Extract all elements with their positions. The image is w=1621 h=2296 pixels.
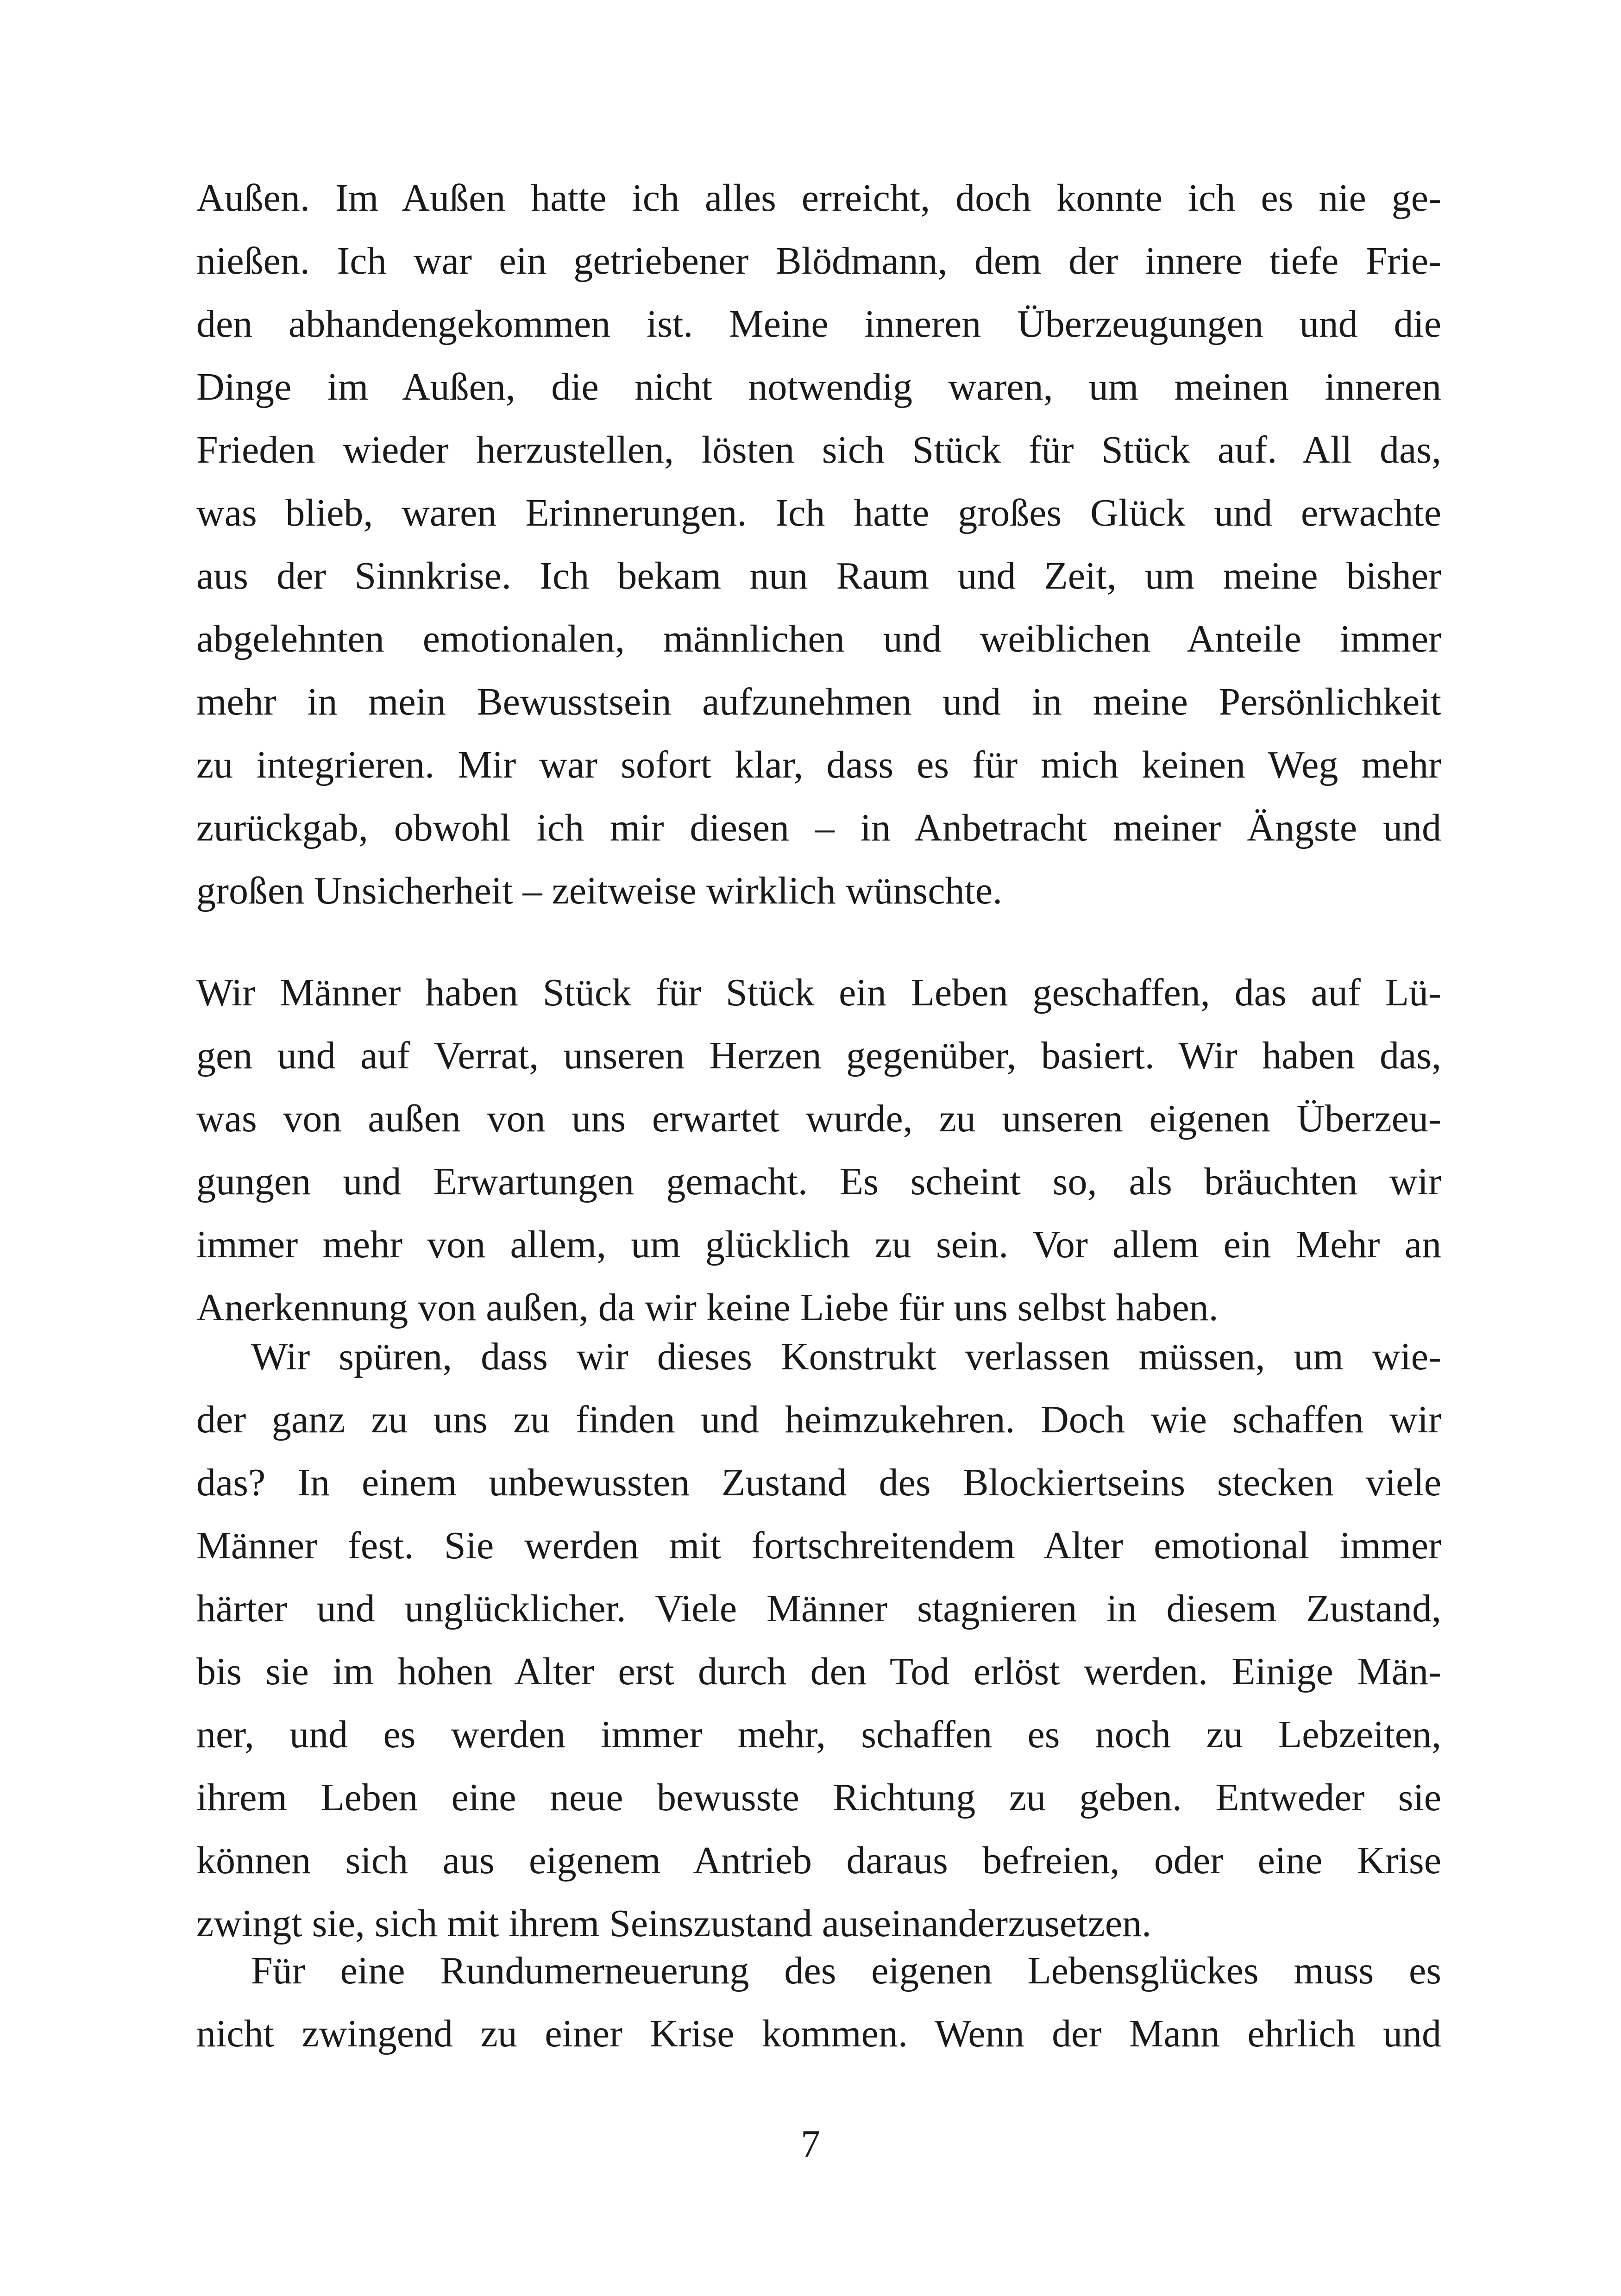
text-line: Für eine Rundumerneuerung des eigenen Lebensglückes muss es [251, 1949, 1441, 1992]
text-line: zu integrieren. Mir war sofort klar, dass es für mich keinen Weg mehr [196, 743, 1441, 786]
text-line: mehr in mein Bewusstsein aufzunehmen und in meine Persönlichkeit [196, 680, 1441, 723]
paragraph-4 [196, 1939, 1441, 2065]
text-line: bis sie im hohen Alter erst durch den Tod erlöst werden. Einige Män- [196, 1650, 1441, 1693]
text-line: härter und unglücklicher. Viele Männer stagnieren in diesem Zustand, [196, 1587, 1441, 1630]
page-number: 7 [801, 2122, 820, 2165]
text-line: nießen. Ich war ein getriebener Blödmann, dem der innere tiefe Frie- [196, 239, 1441, 282]
text-line: ihrem Leben eine neue bewusste Richtung zu geben. Entweder sie [196, 1776, 1441, 1819]
text-line: nicht zwingend zu einer Krise kommen. Wenn der Mann ehrlich und [196, 2012, 1441, 2055]
text-line: Wir spüren, dass wir dieses Konstrukt verlassen müssen, um wie- [251, 1335, 1441, 1378]
text-line: immer mehr von allem, um glücklich zu sein. Vor allem ein Mehr an [196, 1223, 1441, 1266]
text-line: können sich aus eigenem Antrieb daraus befreien, oder eine Krise [196, 1839, 1441, 1882]
text-line: Dinge im Außen, die nicht notwendig waren, um meinen inneren [196, 365, 1441, 408]
text-line: was blieb, waren Erinnerungen. Ich hatte großes Glück und erwachte [196, 491, 1441, 534]
text-line: Anerkennung von außen, da wir keine Liebe für uns selbst haben. [196, 1286, 1219, 1329]
paragraph-1 [196, 167, 1441, 922]
text-line: großen Unsicherheit – zeitweise wirklich wünschte. [196, 869, 1003, 912]
text-line: Frieden wieder herzustellen, lösten sich Stück für Stück auf. All das, [196, 428, 1441, 471]
text-line: gen und auf Verrat, unseren Herzen gegenüber, basiert. Wir haben das, [196, 1034, 1441, 1077]
text-line: abgelehnten emotionalen, männlichen und weiblichen Anteile immer [196, 617, 1441, 660]
text-line: was von außen von uns erwartet wurde, zu unseren eigenen Überzeu- [196, 1097, 1441, 1140]
text-line: Außen. Im Außen hatte ich alles erreicht, doch konnte ich es nie ge- [196, 176, 1441, 220]
text-line: Wir Männer haben Stück für Stück ein Leben geschaffen, das auf Lü- [196, 971, 1441, 1014]
text-line: zwingt sie, sich mit ihrem Seinszustand auseinanderzusetzen. [196, 1902, 1152, 1945]
text-line: Männer fest. Sie werden mit fortschreitendem Alter emotional immer [196, 1524, 1441, 1567]
text-line: das? In einem unbewussten Zustand des Blockiertseins stecken viele [196, 1461, 1441, 1504]
paragraph-3 [196, 1325, 1441, 1955]
text-line: zurückgab, obwohl ich mir diesen – in Anbetracht meiner Ängste und [196, 806, 1441, 849]
text-line: aus der Sinnkrise. Ich bekam nun Raum und Zeit, um meine bisher [196, 554, 1441, 597]
paragraph-2 [196, 961, 1441, 1339]
text-line: den abhandengekommen ist. Meine inneren Überzeugungen und die [196, 302, 1441, 345]
text-line: ner, und es werden immer mehr, schaffen es noch zu Lebzeiten, [196, 1713, 1441, 1756]
text-line: der ganz zu uns zu finden und heimzukehren. Doch wie schaffen wir [196, 1398, 1441, 1441]
text-line: gungen und Erwartungen gemacht. Es scheint so, als bräuchten wir [196, 1160, 1441, 1203]
